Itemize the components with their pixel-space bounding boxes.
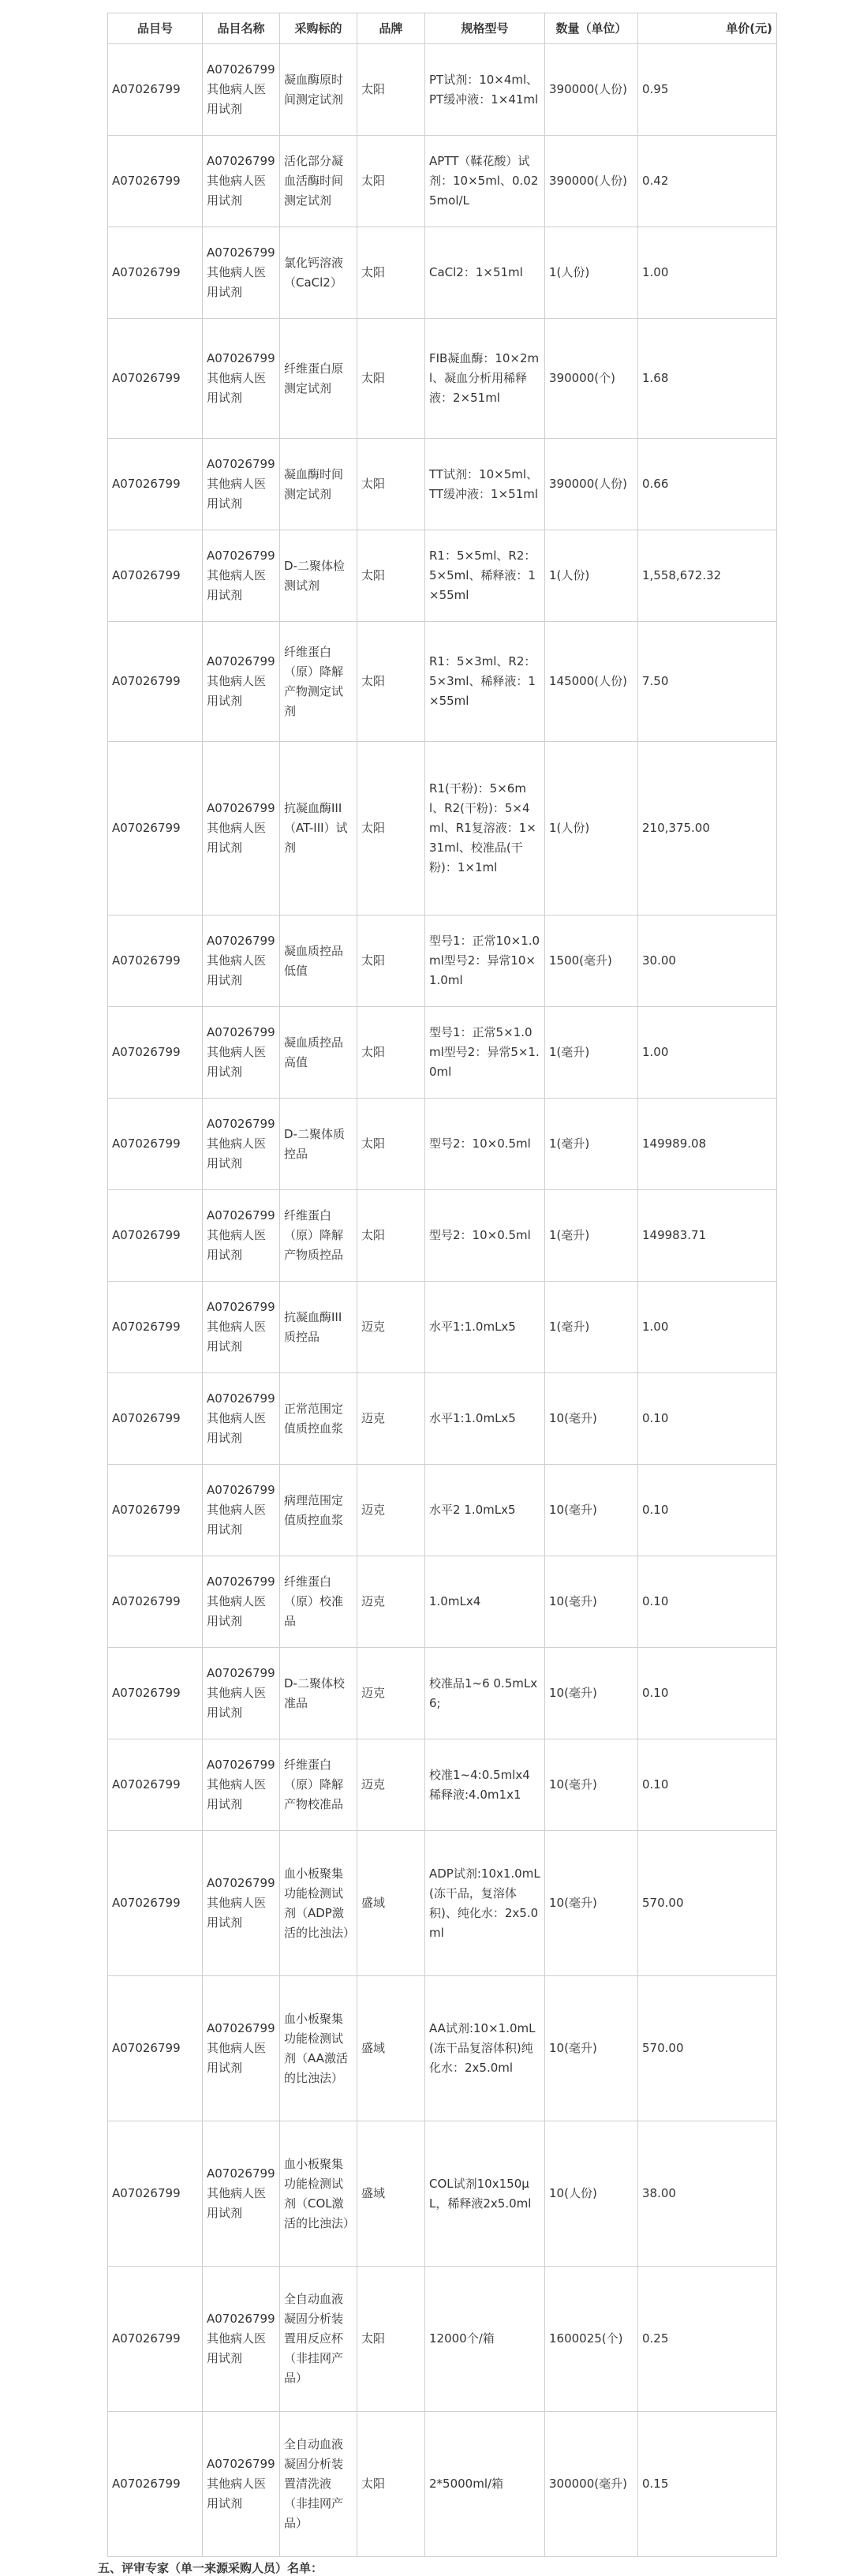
cell-target: 凝血质控品低值 bbox=[280, 915, 357, 1007]
cell-price: 1.00 bbox=[638, 1007, 777, 1099]
cell-name: A07026799其他病人医用试剂 bbox=[203, 915, 280, 1007]
cell-price: 1.68 bbox=[638, 319, 777, 439]
cell-code: A07026799 bbox=[108, 2267, 203, 2412]
cell-target: 全自动血液凝固分析装置清洗液（非挂网产品） bbox=[280, 2412, 357, 2557]
cell-spec: CaCl2：1×51ml bbox=[425, 227, 545, 319]
cell-brand: 太阳 bbox=[357, 2412, 425, 2557]
table-row bbox=[108, 1373, 777, 1465]
cell-qty: 390000(人份) bbox=[545, 439, 638, 530]
table-row bbox=[108, 319, 777, 439]
cell-code: A07026799 bbox=[108, 622, 203, 742]
cell-price: 570.00 bbox=[638, 1831, 777, 1976]
table-row bbox=[108, 2267, 777, 2412]
cell-brand: 太阳 bbox=[357, 319, 425, 439]
cell-spec: TT试剂：10×5ml、TT缓冲液：1×51ml bbox=[425, 439, 545, 530]
table-row bbox=[108, 530, 777, 622]
header-code: 品目号 bbox=[108, 13, 203, 44]
cell-brand: 迈克 bbox=[357, 1739, 425, 1831]
cell-target: 凝血酶原时间测定试剂 bbox=[280, 44, 357, 136]
cell-qty: 1(毫升) bbox=[545, 1007, 638, 1099]
table-row bbox=[108, 1099, 777, 1190]
cell-spec: 型号2：10×0.5ml bbox=[425, 1190, 545, 1282]
cell-qty: 10(毫升) bbox=[545, 1648, 638, 1739]
cell-target: 活化部分凝血活酶时间测定试剂 bbox=[280, 136, 357, 227]
cell-target: 氯化钙溶液（CaCl2） bbox=[280, 227, 357, 319]
cell-qty: 10(毫升) bbox=[545, 1556, 638, 1648]
cell-price: 0.10 bbox=[638, 1373, 777, 1465]
cell-spec: 型号1：正常5×1.0ml型号2：异常5×1.0ml bbox=[425, 1007, 545, 1099]
table-row bbox=[108, 1190, 777, 1282]
cell-price: 1,558,672.32 bbox=[638, 530, 777, 622]
cell-brand: 迈克 bbox=[357, 1282, 425, 1373]
cell-code: A07026799 bbox=[108, 1190, 203, 1282]
cell-price: 0.66 bbox=[638, 439, 777, 530]
cell-qty: 1(毫升) bbox=[545, 1099, 638, 1190]
cell-price: 7.50 bbox=[638, 622, 777, 742]
cell-spec: 2*5000ml/箱 bbox=[425, 2412, 545, 2557]
cell-qty: 1(人份) bbox=[545, 742, 638, 915]
cell-name: A07026799其他病人医用试剂 bbox=[203, 1465, 280, 1556]
cell-brand: 太阳 bbox=[357, 439, 425, 530]
cell-qty: 1(毫升) bbox=[545, 1190, 638, 1282]
cell-qty: 10(毫升) bbox=[545, 1739, 638, 1831]
cell-brand: 迈克 bbox=[357, 1373, 425, 1465]
header-name: 品目名称 bbox=[203, 13, 280, 44]
cell-qty: 10(毫升) bbox=[545, 1373, 638, 1465]
cell-brand: 太阳 bbox=[357, 622, 425, 742]
cell-brand: 太阳 bbox=[357, 1007, 425, 1099]
cell-price: 0.10 bbox=[638, 1556, 777, 1648]
cell-brand: 太阳 bbox=[357, 915, 425, 1007]
cell-price: 0.42 bbox=[638, 136, 777, 227]
cell-qty: 1600025(个) bbox=[545, 2267, 638, 2412]
table-row bbox=[108, 1556, 777, 1648]
cell-qty: 1(毫升) bbox=[545, 1282, 638, 1373]
cell-code: A07026799 bbox=[108, 915, 203, 1007]
cell-price: 0.95 bbox=[638, 44, 777, 136]
cell-name: A07026799其他病人医用试剂 bbox=[203, 2121, 280, 2267]
cell-target: 全自动血液凝固分析装置用反应杯（非挂网产品） bbox=[280, 2267, 357, 2412]
cell-code: A07026799 bbox=[108, 1282, 203, 1373]
table-row bbox=[108, 742, 777, 915]
cell-spec: AA试剂:10×1.0mL(冻干品复溶体积)纯化水：2x5.0ml bbox=[425, 1976, 545, 2121]
cell-name: A07026799其他病人医用试剂 bbox=[203, 1831, 280, 1976]
cell-code: A07026799 bbox=[108, 1976, 203, 2121]
cell-qty: 10(人份) bbox=[545, 2121, 638, 2267]
cell-code: A07026799 bbox=[108, 1007, 203, 1099]
cell-name: A07026799其他病人医用试剂 bbox=[203, 2412, 280, 2557]
cell-spec: 型号1：正常10×1.0ml型号2：异常10×1.0ml bbox=[425, 915, 545, 1007]
cell-brand: 太阳 bbox=[357, 227, 425, 319]
cell-price: 149989.08 bbox=[638, 1099, 777, 1190]
cell-target: 病理范围定值质控血浆 bbox=[280, 1465, 357, 1556]
cell-target: 纤维蛋白（原）校准品 bbox=[280, 1556, 357, 1648]
cell-code: A07026799 bbox=[108, 530, 203, 622]
cell-name: A07026799其他病人医用试剂 bbox=[203, 622, 280, 742]
cell-code: A07026799 bbox=[108, 2412, 203, 2557]
cell-code: A07026799 bbox=[108, 742, 203, 915]
cell-brand: 迈克 bbox=[357, 1465, 425, 1556]
cell-brand: 太阳 bbox=[357, 44, 425, 136]
cell-brand: 太阳 bbox=[357, 1190, 425, 1282]
cell-target: 抗凝血酶III质控品 bbox=[280, 1282, 357, 1373]
cell-name: A07026799其他病人医用试剂 bbox=[203, 136, 280, 227]
table-row bbox=[108, 2121, 777, 2267]
cell-target: 纤维蛋白（原）降解产物校准品 bbox=[280, 1739, 357, 1831]
cell-target: 纤维蛋白原测定试剂 bbox=[280, 319, 357, 439]
cell-brand: 太阳 bbox=[357, 742, 425, 915]
cell-price: 1.00 bbox=[638, 1282, 777, 1373]
cell-brand: 迈克 bbox=[357, 1556, 425, 1648]
cell-price: 0.25 bbox=[638, 2267, 777, 2412]
cell-spec: 校准1~4:0.5mlx4 稀释液:4.0m1x1 bbox=[425, 1739, 545, 1831]
cell-target: 血小板聚集功能检测试剂（AA激活的比浊法） bbox=[280, 1976, 357, 2121]
section-heading-experts: 五、评审专家（单一来源采购人员）名单： bbox=[98, 2561, 323, 2575]
cell-code: A07026799 bbox=[108, 1831, 203, 1976]
cell-qty: 10(毫升) bbox=[545, 1465, 638, 1556]
table-row bbox=[108, 1739, 777, 1831]
cell-spec: ADP试剂:10x1.0mL(冻干品，复溶体积)、纯化水：2x5.0ml bbox=[425, 1831, 545, 1976]
cell-price: 210,375.00 bbox=[638, 742, 777, 915]
table-row bbox=[108, 1465, 777, 1556]
cell-qty: 1500(毫升) bbox=[545, 915, 638, 1007]
cell-spec: PT试剂：10×4ml、PT缓冲液：1×41ml bbox=[425, 44, 545, 136]
cell-spec: R1：5×3ml、R2：5×3ml、稀释液：1×55ml bbox=[425, 622, 545, 742]
cell-name: A07026799其他病人医用试剂 bbox=[203, 319, 280, 439]
cell-target: D-二聚体质控品 bbox=[280, 1099, 357, 1190]
cell-name: A07026799其他病人医用试剂 bbox=[203, 227, 280, 319]
cell-price: 570.00 bbox=[638, 1976, 777, 2121]
cell-qty: 145000(人份) bbox=[545, 622, 638, 742]
cell-brand: 盛域 bbox=[357, 1831, 425, 1976]
cell-code: A07026799 bbox=[108, 2121, 203, 2267]
cell-qty: 10(毫升) bbox=[545, 1976, 638, 2121]
cell-price: 1.00 bbox=[638, 227, 777, 319]
cell-price: 149983.71 bbox=[638, 1190, 777, 1282]
document-body bbox=[107, 13, 776, 2557]
cell-name: A07026799其他病人医用试剂 bbox=[203, 44, 280, 136]
cell-brand: 太阳 bbox=[357, 530, 425, 622]
cell-name: A07026799其他病人医用试剂 bbox=[203, 1556, 280, 1648]
cell-spec: COL试剂10x150μL，稀释液2x5.0ml bbox=[425, 2121, 545, 2267]
cell-code: A07026799 bbox=[108, 1373, 203, 1465]
cell-price: 0.10 bbox=[638, 1465, 777, 1556]
cell-price: 0.10 bbox=[638, 1648, 777, 1739]
cell-brand: 迈克 bbox=[357, 1648, 425, 1739]
cell-code: A07026799 bbox=[108, 1465, 203, 1556]
table-row bbox=[108, 1007, 777, 1099]
cell-target: 凝血质控品高值 bbox=[280, 1007, 357, 1099]
cell-code: A07026799 bbox=[108, 319, 203, 439]
cell-spec: 1.0mLx4 bbox=[425, 1556, 545, 1648]
cell-name: A07026799其他病人医用试剂 bbox=[203, 1648, 280, 1739]
table-row bbox=[108, 1831, 777, 1976]
cell-qty: 1(人份) bbox=[545, 530, 638, 622]
cell-qty: 390000(人份) bbox=[545, 136, 638, 227]
table-row bbox=[108, 1648, 777, 1739]
cell-spec: R1(干粉)：5×6ml、R2(干粉)：5×4ml、R1复溶液：1×31ml、校准品(干粉)：1×1ml bbox=[425, 742, 545, 915]
cell-code: A07026799 bbox=[108, 439, 203, 530]
cell-name: A07026799其他病人医用试剂 bbox=[203, 1190, 280, 1282]
cell-price: 38.00 bbox=[638, 2121, 777, 2267]
cell-name: A07026799其他病人医用试剂 bbox=[203, 1976, 280, 2121]
cell-name: A07026799其他病人医用试剂 bbox=[203, 439, 280, 530]
cell-brand: 太阳 bbox=[357, 1099, 425, 1190]
cell-brand: 太阳 bbox=[357, 136, 425, 227]
cell-spec: 水平2 1.0mLx5 bbox=[425, 1465, 545, 1556]
cell-code: A07026799 bbox=[108, 1556, 203, 1648]
header-target: 采购标的 bbox=[280, 13, 357, 44]
table-row bbox=[108, 1282, 777, 1373]
cell-name: A07026799其他病人医用试剂 bbox=[203, 1007, 280, 1099]
table-row bbox=[108, 44, 777, 136]
cell-name: A07026799其他病人医用试剂 bbox=[203, 742, 280, 915]
header-brand: 品牌 bbox=[357, 13, 425, 44]
cell-code: A07026799 bbox=[108, 1739, 203, 1831]
header-price: 单价(元) bbox=[638, 13, 777, 44]
cell-target: D-二聚体校准品 bbox=[280, 1648, 357, 1739]
table-body bbox=[108, 44, 777, 2557]
cell-price: 0.10 bbox=[638, 1739, 777, 1831]
cell-target: 血小板聚集功能检测试剂（ADP激活的比浊法） bbox=[280, 1831, 357, 1976]
cell-name: A07026799其他病人医用试剂 bbox=[203, 530, 280, 622]
cell-target: D-二聚体检测试剂 bbox=[280, 530, 357, 622]
cell-code: A07026799 bbox=[108, 136, 203, 227]
table-row bbox=[108, 136, 777, 227]
table-row bbox=[108, 439, 777, 530]
table-row bbox=[108, 227, 777, 319]
cell-price: 0.15 bbox=[638, 2412, 777, 2557]
cell-target: 凝血酶时间测定试剂 bbox=[280, 439, 357, 530]
table-row bbox=[108, 622, 777, 742]
cell-target: 正常范围定值质控血浆 bbox=[280, 1373, 357, 1465]
cell-qty: 390000(人份) bbox=[545, 44, 638, 136]
cell-target: 纤维蛋白（原）降解产物测定试剂 bbox=[280, 622, 357, 742]
table-row bbox=[108, 2412, 777, 2557]
cell-name: A07026799其他病人医用试剂 bbox=[203, 1282, 280, 1373]
cell-spec: APTT（鞣花酸）试剂：10×5ml、0.025mol/L bbox=[425, 136, 545, 227]
table-row bbox=[108, 1976, 777, 2121]
cell-target: 抗凝血酶III（AT-III）试剂 bbox=[280, 742, 357, 915]
cell-name: A07026799其他病人医用试剂 bbox=[203, 1099, 280, 1190]
cell-spec: 12000个/箱 bbox=[425, 2267, 545, 2412]
header-qty: 数量（单位） bbox=[545, 13, 638, 44]
cell-spec: 型号2：10×0.5ml bbox=[425, 1099, 545, 1190]
cell-price: 30.00 bbox=[638, 915, 777, 1007]
cell-code: A07026799 bbox=[108, 227, 203, 319]
cell-brand: 盛域 bbox=[357, 2121, 425, 2267]
cell-spec: 水平1:1.0mLx5 bbox=[425, 1282, 545, 1373]
cell-code: A07026799 bbox=[108, 44, 203, 136]
cell-code: A07026799 bbox=[108, 1099, 203, 1190]
cell-code: A07026799 bbox=[108, 1648, 203, 1739]
cell-spec: FIB凝血酶：10×2ml、凝血分析用稀释液：2×51ml bbox=[425, 319, 545, 439]
procurement-table bbox=[107, 13, 777, 2557]
header-spec: 规格型号 bbox=[425, 13, 545, 44]
cell-qty: 300000(毫升) bbox=[545, 2412, 638, 2557]
cell-qty: 390000(个) bbox=[545, 319, 638, 439]
cell-qty: 1(人份) bbox=[545, 227, 638, 319]
cell-qty: 10(毫升) bbox=[545, 1831, 638, 1976]
cell-brand: 太阳 bbox=[357, 2267, 425, 2412]
table-row bbox=[108, 915, 777, 1007]
cell-spec: 校准品1~6 0.5mLx6; bbox=[425, 1648, 545, 1739]
cell-name: A07026799其他病人医用试剂 bbox=[203, 2267, 280, 2412]
cell-name: A07026799其他病人医用试剂 bbox=[203, 1373, 280, 1465]
cell-spec: R1：5×5ml、R2：5×5ml、稀释液：1×55ml bbox=[425, 530, 545, 622]
cell-name: A07026799其他病人医用试剂 bbox=[203, 1739, 280, 1831]
cell-spec: 水平1:1.0mLx5 bbox=[425, 1373, 545, 1465]
cell-brand: 盛域 bbox=[357, 1976, 425, 2121]
cell-target: 血小板聚集功能检测试剂（COL激活的比浊法） bbox=[280, 2121, 357, 2267]
table-header-row bbox=[108, 13, 777, 44]
cell-target: 纤维蛋白（原）降解产物质控品 bbox=[280, 1190, 357, 1282]
